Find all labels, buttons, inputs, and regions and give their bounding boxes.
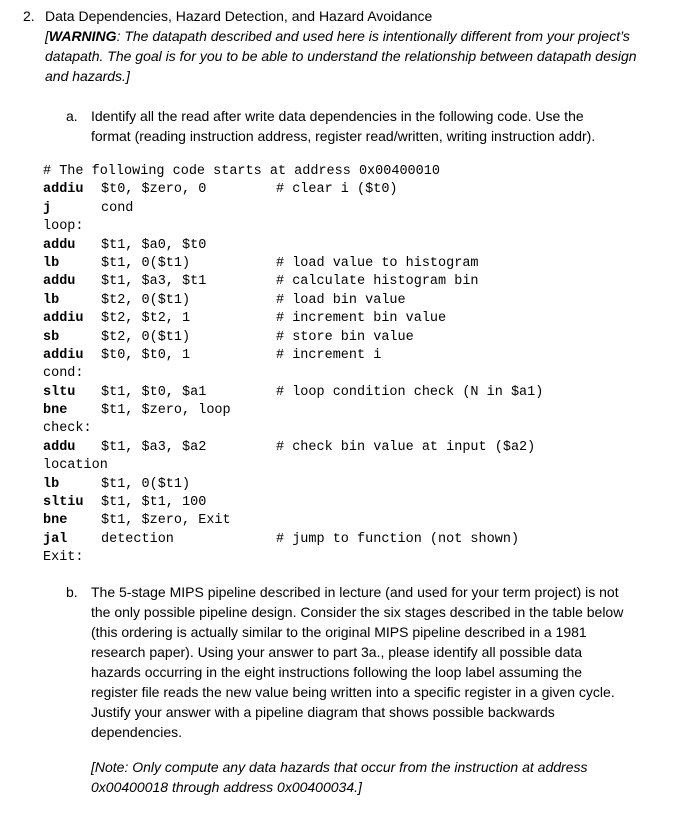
code-line (43, 384, 663, 402)
code-label: check: (43, 421, 92, 437)
code-line (43, 494, 663, 512)
code-comment: # check bin value at input ($a2) (276, 439, 536, 455)
code-line (43, 365, 663, 383)
code-comment: # load bin value (276, 292, 406, 308)
code-operands: $t2, 0($t1) (101, 292, 191, 308)
code-operands: $t1, $a3, $a2 (101, 439, 207, 455)
code-opcode: sltiu (43, 495, 84, 511)
code-comment: # increment bin value (276, 311, 447, 327)
code-opcode: sb (43, 329, 60, 345)
code-comment: # jump to function (not shown) (276, 531, 520, 547)
code-comment: # The following code starts at address 0x00400010 (43, 164, 440, 179)
code-line (43, 292, 663, 310)
code-opcode: j (43, 200, 52, 216)
code-operands: $t1, 0($t1) (101, 255, 191, 271)
code-operands: $t0, $zero, 0 (101, 182, 207, 198)
warning-open-bracket: [ (45, 28, 49, 44)
code-operands: $t0, $t0, 1 (101, 347, 191, 363)
code-operands: $t1, $t0, $a1 (101, 384, 207, 400)
part-a (66, 106, 626, 146)
code-comment: # load value to histogram (276, 255, 479, 271)
code-opcode: addiu (43, 311, 84, 327)
code-operands: $t1, $zero, Exit (101, 513, 231, 529)
question-title: Data Dependencies, Hazard Detection, and Hazard Avoidance (45, 8, 433, 24)
question-number: 2. (23, 8, 35, 24)
code-opcode: sltu (43, 384, 76, 400)
code-opcode: lb (43, 476, 60, 492)
code-opcode: addiu (43, 182, 84, 198)
code-line (43, 181, 663, 199)
code-line (43, 512, 663, 530)
code-listing (43, 163, 663, 568)
code-opcode: addu (43, 439, 76, 455)
code-line (43, 457, 663, 475)
note-paragraph: [Note: Only compute any data hazards that occur from the instruction at address 0x00400018 through address 0x00400034.] (91, 759, 588, 795)
code-operands: cond (101, 200, 134, 216)
code-opcode: bne (43, 513, 68, 529)
code-opcode: lb (43, 292, 60, 308)
code-comment: # store bin value (276, 329, 414, 345)
code-line (43, 255, 663, 273)
code-operands: $t1, $zero, loop (101, 403, 231, 419)
code-line (43, 531, 663, 549)
warning-colon: : (116, 28, 121, 44)
code-line (43, 476, 663, 494)
code-opcode: addu (43, 274, 76, 290)
code-line (43, 549, 663, 567)
code-line (43, 402, 663, 420)
warning-paragraph (45, 26, 645, 86)
code-comment: # clear i ($t0) (276, 182, 398, 198)
code-opcode: jal (43, 531, 68, 547)
part-b-text: The 5-stage MIPS pipeline described in lecture (and used for your term project) is not the only possible pipeline design. Consider the six stages described in the table below (this ordering is actually similar to the original MIPS pipeline described in a 1981 research paper). Using your answer to part 3a., please identify all possible data hazards occurring in the eight instructions following the loop label assuming the register file reads the new value being written into a specific register in a given cycle. Justify your answer with a pipeline diagram that shows possible backwards dependencies. (91, 584, 624, 740)
code-label: location (43, 458, 108, 474)
code-opcode: bne (43, 403, 68, 419)
code-line (43, 420, 663, 438)
code-label: Exit: (43, 550, 84, 566)
code-line (43, 439, 663, 457)
code-operands: $t2, 0($t1) (101, 329, 191, 345)
code-comment: # loop condition check (N in $a1) (276, 384, 544, 400)
code-operands: $t2, $t2, 1 (101, 311, 191, 327)
code-line (43, 273, 663, 291)
part-a-letter: a. (66, 108, 78, 124)
code-operands: detection (101, 531, 174, 547)
warning-label: WARNING (48, 28, 117, 44)
code-comment: # increment i (276, 347, 382, 363)
code-opcode: addu (43, 237, 76, 253)
part-b (66, 582, 628, 742)
code-operands: $t1, $a3, $t1 (101, 274, 207, 290)
code-opcode: lb (43, 255, 60, 271)
part-a-text: Identify all the read after write data dependencies in the following code. Use the format (reading instruction address, register read/written, writing instruction addr). (91, 108, 596, 144)
code-comment: # calculate histogram bin (276, 274, 479, 290)
code-line (43, 163, 663, 181)
code-line (43, 218, 663, 236)
code-line (43, 347, 663, 365)
code-operands: $t1, $a0, $t0 (101, 237, 207, 253)
code-operands: $t1, $t1, 100 (101, 495, 207, 511)
part-b-letter: b. (66, 584, 78, 600)
code-label: loop: (43, 219, 84, 235)
code-line (43, 237, 663, 255)
code-label: cond: (43, 366, 84, 382)
warning-text: The datapath described and used here is intentionally different from your project’s datapath. The goal is for you to be able to understand the relationship between datapath design and hazards.] (45, 28, 637, 84)
code-opcode: addiu (43, 347, 84, 363)
code-line (43, 329, 663, 347)
code-line (43, 310, 663, 328)
code-line (43, 200, 663, 218)
code-operands: $t1, 0($t1) (101, 476, 191, 492)
